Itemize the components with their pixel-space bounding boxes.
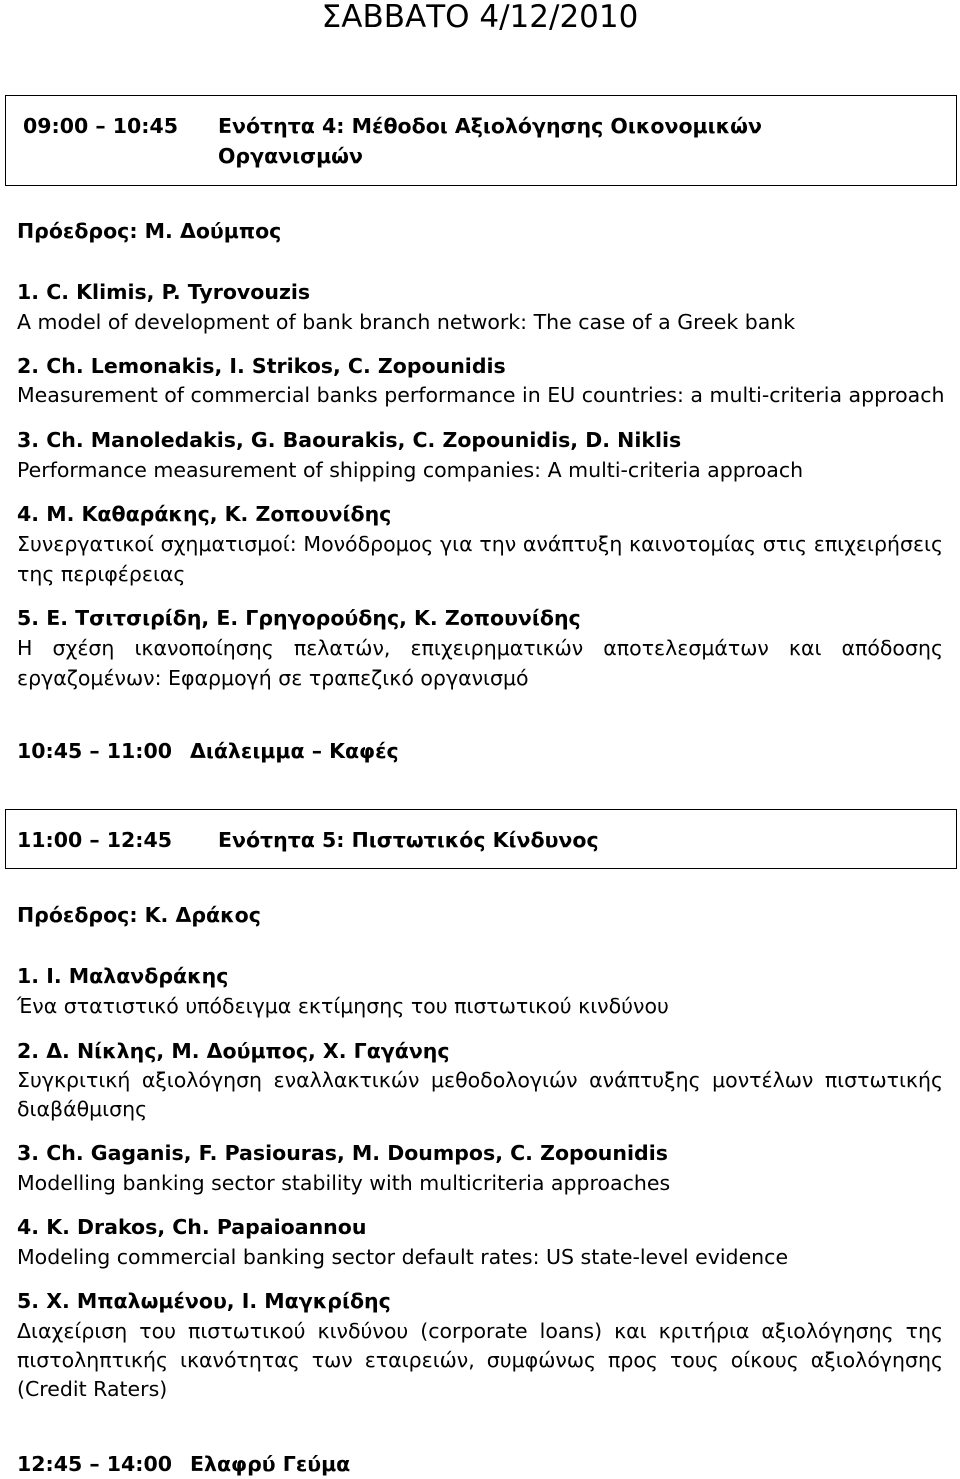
session-4-title-line2: Οργανισμών [218, 144, 363, 168]
session-4-paper-5-title-line2: εργαζομένων: Εφαρμογή σε τραπεζικό οργανισμό [17, 666, 529, 690]
session-5-chair: Πρόεδρος: Κ. Δράκος [17, 903, 261, 927]
session-5-paper-5-authors: 5. Χ. Μπαλωμένου, Ι. Μαγκρίδης [17, 1289, 391, 1313]
session-5-paper-2-title-line1: Συγκριτική αξιολόγηση εναλλακτικών μεθοδολογιών ανάπτυξης μοντέλων πιστωτικής [17, 1068, 943, 1092]
session-5-paper-3-title: Modelling banking sector stability with multicriteria approaches [17, 1171, 671, 1195]
session-5-paper-5-title-line3: (Credit Raters) [17, 1377, 168, 1401]
session-5-paper-2-authors: 2. Δ. Νίκλης, Μ. Δούμπος, Χ. Γαγάνης [17, 1039, 450, 1063]
session-4-paper-5-title-line1: Η σχέση ικανοποίησης πελατών, επιχειρηματικών αποτελεσμάτων και απόδοσης [17, 636, 943, 660]
page-title: ΣΑΒΒΑΤΟ 4/12/2010 [321, 0, 639, 35]
session-5-paper-5-title-line2: πιστοληπτικής ικανότητας των εταιρειών, συμφώνως προς τους οίκους αξιολόγησης [17, 1348, 943, 1372]
break-time: 10:45 – 11:00 [17, 739, 173, 763]
session-4-paper-4-title-line1: Συνεργατικοί σχηματισμοί: Μονόδρομος για την ανάπτυξη καινοτομίας στις επιχειρήσεις [17, 532, 943, 556]
session-5-time: 11:00 – 12:45 [17, 828, 173, 852]
session-4-paper-4-authors: 4. Μ. Καθαράκης, Κ. Ζοπουνίδης [17, 502, 392, 526]
session-5-paper-1-title: Ένα στατιστικό υπόδειγμα εκτίμησης του πιστωτικού κινδύνου [17, 994, 669, 1018]
session-4-paper-4-title-line2: της περιφέρειας [17, 562, 186, 586]
session-4-paper-5-authors: 5. Ε. Τσιτσιρίδη, Ε. Γρηγορούδης, Κ. Ζοπουνίδης [17, 606, 581, 630]
lunch-label: Ελαφρύ Γεύμα [190, 1452, 351, 1476]
session-5-paper-2-title-line2: διαβάθμισης [17, 1097, 148, 1121]
session-4-paper-3-title: Performance measurement of shipping companies: A multi-criteria approach [17, 458, 804, 482]
session-4-paper-3-authors: 3. Ch. Manoledakis, G. Baourakis, C. Zopounidis, D. Niklis [17, 428, 682, 452]
lunch-time: 12:45 – 14:00 [17, 1452, 173, 1476]
session-5-paper-1-authors: 1. Ι. Μαλανδράκης [17, 964, 229, 988]
session-5-paper-3-authors: 3. Ch. Gaganis, F. Pasiouras, M. Doumpos, C. Zopounidis [17, 1141, 668, 1165]
session-4-paper-1-title: A model of development of bank branch network: The case of a Greek bank [17, 310, 796, 334]
session-4-paper-1-authors: 1. C. Klimis, P. Tyrovouzis [17, 280, 311, 304]
session-4-time: 09:00 – 10:45 [23, 114, 179, 138]
session-4-paper-2-title: Measurement of commercial banks performance in EU countries: a multi-criteria approach [17, 383, 945, 407]
break-label: Διάλειμμα – Καφές [190, 739, 399, 763]
session-4-title-line1: Ενότητα 4: Μέθοδοι Αξιολόγησης Οικονομικών [218, 114, 762, 138]
session-4-paper-2-authors: 2. Ch. Lemonakis, I. Strikos, C. Zopounidis [17, 354, 506, 378]
session-5-paper-4-title: Modeling commercial banking sector default rates: US state-level evidence [17, 1245, 789, 1269]
session-4-chair: Πρόεδρος: Μ. Δούμπος [17, 219, 282, 243]
session-5-paper-4-authors: 4. K. Drakos, Ch. Papaioannou [17, 1215, 367, 1239]
session-5-title: Ενότητα 5: Πιστωτικός Κίνδυνος [218, 828, 599, 852]
session-5-paper-5-title-line1: Διαχείριση του πιστωτικού κινδύνου (corporate loans) και κριτήρια αξιολόγησης της [17, 1319, 943, 1343]
